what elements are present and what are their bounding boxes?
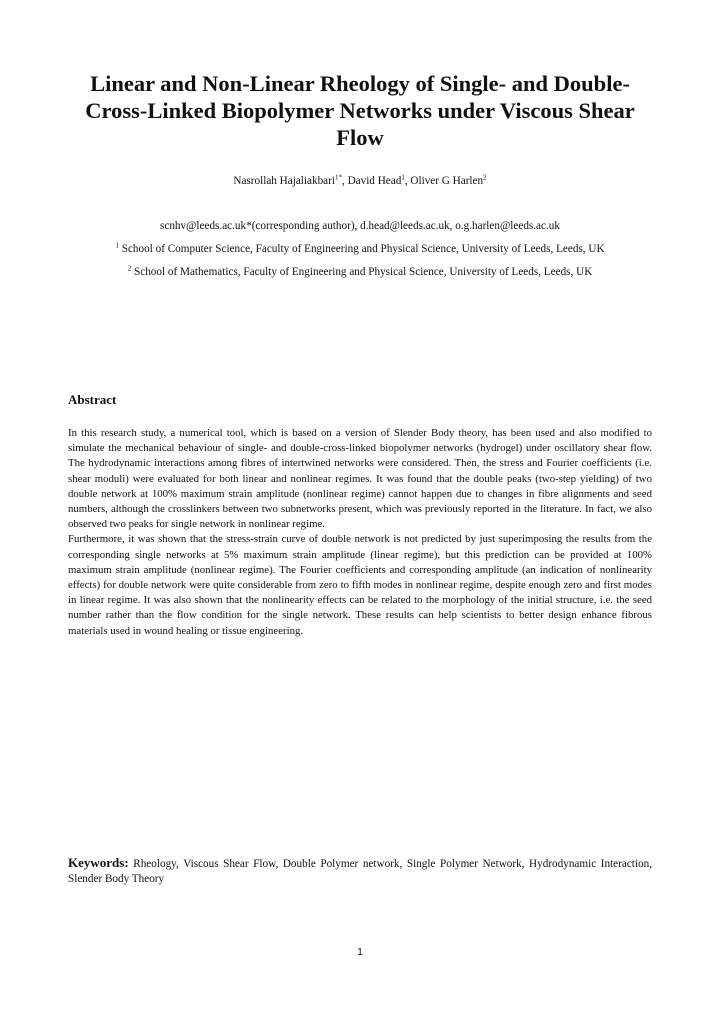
author-name: Oliver G Harlen [410,175,484,187]
keywords-text: Rheology, Viscous Shear Flow, Double Polymer network, Single Polymer Network, Hydrodynamic Interaction, Slender Body Theory [68,858,652,885]
author-separator: , [404,175,411,187]
affiliation-text: School of Mathematics, Faculty of Engineering and Physical Science, University of Leeds, Leeds, UK [134,266,593,278]
affiliation-number: 2 [127,264,132,273]
affiliation-number: 1 [115,241,119,250]
abstract-body [68,426,652,639]
abstract-heading: Abstract [68,392,117,407]
abstract-paragraph: In this research study, a numerical tool, which is based on a version of Slender Body theory, has been used and also modified to simulate the mechanical behaviour of single- and double-cross-linked biopolymer networks (hydrogel) under oscillatory shear flow. The hydrodynamic interactions among fibres of intertwined networks were considered. Then, the stress and Fourier coefficients (i.e. shear moduli) were evaluated for both linear and nonlinear regimes. It was found that the double peaks (two-step yielding) of two double network at 100% maximum strain amplitude (nonlinear regime) cannot happen due to changes in fibre alignments and seed numbers, although the crosslinkers between two subnetworks present, which was previously reported in the literature. In fact, we also observed two peaks for single network in nonlinear regime. [68,427,652,531]
affiliation-text: School of Computer Science, Faculty of Engineering and Physical Science, University of Leeds, Leeds, UK [121,243,605,255]
affiliation-2 [40,265,680,279]
author-name: David Head [347,175,402,187]
page-number: 1 [357,946,363,958]
paper-title: Linear and Non-Linear Rheology of Single- and Double-Cross-Linked Biopolymer Networks under Viscous Shear Flow [85,71,635,150]
keywords-section [68,855,652,887]
abstract-paragraph: Furthermore, it was shown that the stress-strain curve of double network is not predicted by just superimposing the results from the corresponding single networks at 5% maximum strain amplitude (linear regime), but this prediction can be provided at 100% maximum strain amplitude (nonlinear regime). The Fourier coefficients and corresponding amplitude (an indication of nonlinearity effects) for double network were quite considerable from zero to fifth modes in nonlinear regime, despite enough zero and first modes in linear regime. It was also shown that the nonlinearity effects can be related to the morphology of the initial structure, i.e. the seed number rather than the flow condition for the single network. These results can help scientists to better design enhance fibrous materials used in wound healing or tissue engineering. [68,533,652,637]
keywords-label: Keywords: [68,855,129,870]
author-list [60,174,660,188]
affiliation-1 [40,242,680,256]
author-superscript: 1* [334,173,342,182]
author-superscript: 2 [483,173,487,182]
author-superscript: 1 [401,173,405,182]
author-name: Nasrollah Hajaliakbari [233,175,335,187]
author-separator: , [341,175,348,187]
author-emails: scnhv@leeds.ac.uk*(corresponding author), d.head@leeds.ac.uk, o.g.harlen@leeds.ac.uk [160,220,560,232]
